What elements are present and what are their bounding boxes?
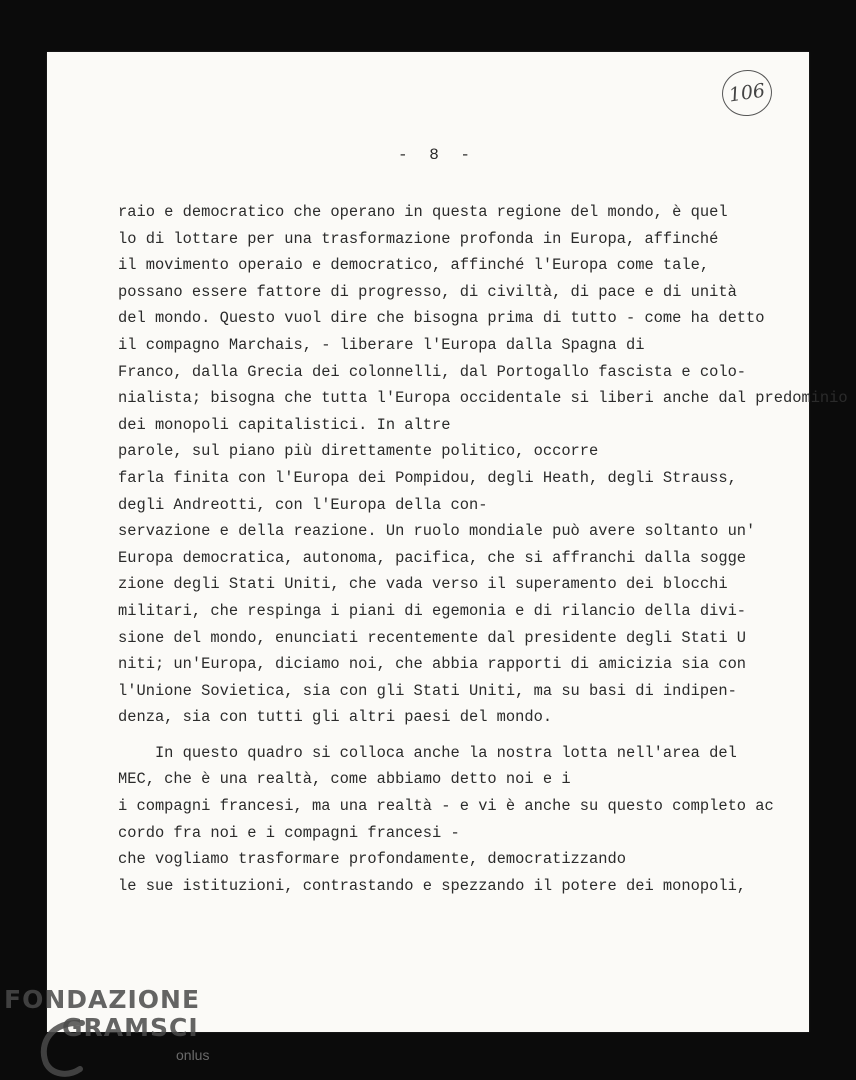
text-line: del mondo. Questo vuol dire che bisogna prima di tutto - come ha detto bbox=[118, 309, 765, 328]
text-line: servazione e della reazione. Un ruolo mondiale può avere soltanto un' bbox=[118, 522, 756, 541]
watermark-line-2: GRAMSCI bbox=[62, 1013, 199, 1042]
text-line: farla finita con l'Europa dei Pompidou, degli Heath, degli Strauss, bbox=[118, 468, 737, 487]
text-line: cordo fra noi e i compagni francesi - bbox=[118, 823, 460, 842]
text-line: degli Andreotti, con l'Europa della con- bbox=[118, 495, 488, 514]
watermark-suffix: onlus bbox=[176, 1047, 210, 1063]
text-line: il movimento operaio e democratico, affinché l'Europa come tale, bbox=[118, 256, 710, 275]
text-line: denza, sia con tutti gli altri paesi del mondo. bbox=[118, 708, 553, 727]
text-line: In questo quadro si colloca anche la nostra lotta nell'area del bbox=[118, 743, 737, 762]
text-line: che vogliamo trasformare profondamente, democratizzando bbox=[118, 850, 626, 869]
text-line: Franco, dalla Grecia dei colonnelli, dal Portogallo fascista e colo- bbox=[118, 362, 747, 381]
text-line: MEC, che è una realtà, come abbiamo detto noi e i bbox=[118, 770, 571, 789]
text-line: nialista; bisogna che tutta l'Europa occidentale si liberi anche dal predominio bbox=[118, 389, 848, 408]
page-number: - 8 - bbox=[398, 146, 477, 164]
text-line: i compagni francesi, ma una realtà - e vi è anche su questo completo ac bbox=[118, 797, 774, 816]
text-line: parole, sul piano più direttamente politico, occorre bbox=[118, 442, 599, 461]
text-line: dei monopoli capitalistici. In altre bbox=[118, 415, 451, 434]
text-line: possano essere fattore di progresso, di civiltà, di pace e di unità bbox=[118, 282, 737, 301]
text-line: il compagno Marchais, - liberare l'Europa dalla Spagna di bbox=[118, 335, 645, 354]
text-line: zione degli Stati Uniti, che vada verso il superamento dei blocchi bbox=[118, 575, 728, 594]
text-line: lo di lottare per una trasformazione profonda in Europa, affinché bbox=[118, 229, 719, 248]
text-line: l'Unione Sovietica, sia con gli Stati Uniti, ma su basi di indipen- bbox=[118, 681, 737, 700]
text-line: militari, che respinga i piani di egemonia e di rilancio della divi- bbox=[118, 601, 747, 620]
watermark-line-1: FONDAZIONE bbox=[4, 985, 201, 1014]
text-line: Europa democratica, autonoma, pacifica, che si affranchi dalla sogge bbox=[118, 548, 747, 567]
foundation-watermark-logo bbox=[4, 985, 234, 1080]
text-line: le sue istituzioni, contrastando e spezzando il potere dei monopoli, bbox=[118, 876, 747, 895]
text-line: raio e democratico che operano in questa regione del mondo, è quel bbox=[118, 203, 728, 221]
text-line: sione del mondo, enunciati recentemente dal presidente degli Stati U bbox=[118, 628, 747, 647]
archive-page-stamp-number: 106 bbox=[727, 79, 767, 107]
typed-body-text bbox=[118, 199, 848, 899]
text-line: niti; un'Europa, diciamo noi, che abbia rapporti di amicizia sia con bbox=[118, 655, 747, 674]
